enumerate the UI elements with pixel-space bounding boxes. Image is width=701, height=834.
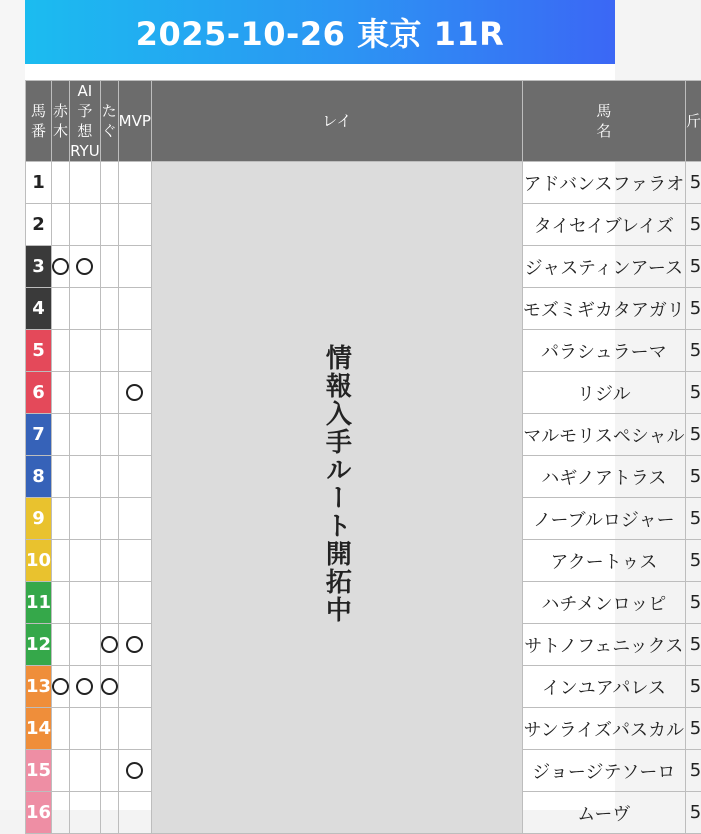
horse-number: 15 xyxy=(26,750,52,792)
akagi-mark-cell xyxy=(52,372,70,414)
ai-ryu-mark-cell xyxy=(70,498,101,540)
tagu-mark-cell xyxy=(100,624,118,666)
mvp-mark-cell xyxy=(118,708,151,750)
tagu-mark-cell xyxy=(100,750,118,792)
horse-name: アクートゥス xyxy=(522,540,685,582)
horse-extra: 5 xyxy=(685,456,701,498)
tagu-mark-cell xyxy=(100,246,118,288)
ai-ryu-mark-cell xyxy=(70,750,101,792)
akagi-mark-cell xyxy=(52,204,70,246)
horse-number: 16 xyxy=(26,792,52,834)
ai-ryu-mark-cell xyxy=(70,540,101,582)
ai-ryu-mark-cell xyxy=(70,330,101,372)
horse-name: サトノフェニックス xyxy=(522,624,685,666)
akagi-mark-cell xyxy=(52,498,70,540)
mvp-mark-cell xyxy=(118,330,151,372)
race-card xyxy=(25,0,615,810)
horse-extra: 5 xyxy=(685,540,701,582)
mvp-mark-cell xyxy=(118,792,151,834)
circle-mark-icon xyxy=(126,636,143,653)
ai-ryu-mark-cell xyxy=(70,204,101,246)
akagi-mark-cell xyxy=(52,414,70,456)
rei-status-cell xyxy=(151,162,522,834)
horse-extra: 5 xyxy=(685,204,701,246)
horse-number: 5 xyxy=(26,330,52,372)
horse-extra: 5 xyxy=(685,792,701,834)
mvp-mark-cell xyxy=(118,372,151,414)
mvp-mark-cell xyxy=(118,666,151,708)
horse-name: ハチメンロッピ xyxy=(522,582,685,624)
tagu-mark-cell xyxy=(100,666,118,708)
horse-name: ノーブルロジャー xyxy=(522,498,685,540)
ai-ryu-mark-cell xyxy=(70,792,101,834)
horse-name: マルモリスペシャル xyxy=(522,414,685,456)
mvp-mark-cell xyxy=(118,624,151,666)
horse-number: 4 xyxy=(26,288,52,330)
akagi-mark-cell xyxy=(52,582,70,624)
akagi-mark-cell xyxy=(52,624,70,666)
horse-name: サンライズパスカル xyxy=(522,708,685,750)
akagi-mark-cell xyxy=(52,288,70,330)
horse-extra: 5 xyxy=(685,372,701,414)
mvp-mark-cell xyxy=(118,414,151,456)
header-horse-number: 馬 番 xyxy=(26,81,52,162)
tagu-mark-cell xyxy=(100,456,118,498)
circle-mark-icon xyxy=(52,258,69,275)
rei-status-text: 情報入手ルート開拓中 xyxy=(318,344,355,624)
tagu-mark-cell xyxy=(100,288,118,330)
horse-number: 2 xyxy=(26,204,52,246)
horse-extra: 5 xyxy=(685,288,701,330)
horse-name: モズミギカタアガリ xyxy=(522,288,685,330)
header-mvp: MVP xyxy=(118,81,151,162)
circle-mark-icon xyxy=(76,678,93,695)
ai-ryu-mark-cell xyxy=(70,372,101,414)
tagu-mark-cell xyxy=(100,792,118,834)
akagi-mark-cell xyxy=(52,456,70,498)
tagu-mark-cell xyxy=(100,498,118,540)
tagu-mark-cell xyxy=(100,330,118,372)
header-extra: 斤 xyxy=(685,81,701,162)
circle-mark-icon xyxy=(126,762,143,779)
ai-ryu-mark-cell xyxy=(70,288,101,330)
horse-name: ハギノアトラス xyxy=(522,456,685,498)
table-header-row xyxy=(26,81,701,162)
horse-number: 13 xyxy=(26,666,52,708)
horse-extra: 5 xyxy=(685,666,701,708)
tagu-mark-cell xyxy=(100,414,118,456)
left-margin xyxy=(0,0,27,810)
mvp-mark-cell xyxy=(118,162,151,204)
akagi-mark-cell xyxy=(52,162,70,204)
ai-ryu-mark-cell xyxy=(70,456,101,498)
header-akagi: 赤木 xyxy=(52,81,70,162)
tagu-mark-cell xyxy=(100,540,118,582)
mvp-mark-cell xyxy=(118,288,151,330)
tagu-mark-cell xyxy=(100,708,118,750)
horse-extra: 5 xyxy=(685,708,701,750)
header-tagu: たぐ xyxy=(100,81,118,162)
horse-number: 9 xyxy=(26,498,52,540)
circle-mark-icon xyxy=(126,384,143,401)
mvp-mark-cell xyxy=(118,204,151,246)
prediction-table xyxy=(25,80,701,834)
horse-extra: 5 xyxy=(685,162,701,204)
horse-number: 12 xyxy=(26,624,52,666)
horse-number: 14 xyxy=(26,708,52,750)
prediction-table-wrapper[interactable] xyxy=(25,80,625,834)
akagi-mark-cell xyxy=(52,792,70,834)
ai-ryu-mark-cell xyxy=(70,582,101,624)
horse-name: ジョージテソーロ xyxy=(522,750,685,792)
akagi-mark-cell xyxy=(52,540,70,582)
horse-number: 8 xyxy=(26,456,52,498)
race-title: 2025-10-26 東京 11R xyxy=(25,0,615,64)
circle-mark-icon xyxy=(101,636,118,653)
horse-name: パラシュラーマ xyxy=(522,330,685,372)
mvp-mark-cell xyxy=(118,540,151,582)
tagu-mark-cell xyxy=(100,162,118,204)
akagi-mark-cell xyxy=(52,708,70,750)
horse-extra: 5 xyxy=(685,246,701,288)
horse-name: リジル xyxy=(522,372,685,414)
table-row[interactable] xyxy=(26,162,701,204)
horse-number: 3 xyxy=(26,246,52,288)
tagu-mark-cell xyxy=(100,372,118,414)
horse-extra: 5 xyxy=(685,750,701,792)
horse-name: アドバンスファラオ xyxy=(522,162,685,204)
header-rei: レイ xyxy=(151,81,522,162)
horse-name: インユアパレス xyxy=(522,666,685,708)
ai-ryu-mark-cell xyxy=(70,162,101,204)
horse-extra: 5 xyxy=(685,498,701,540)
circle-mark-icon xyxy=(52,678,69,695)
tagu-mark-cell xyxy=(100,204,118,246)
mvp-mark-cell xyxy=(118,498,151,540)
horse-number: 1 xyxy=(26,162,52,204)
horse-extra: 5 xyxy=(685,414,701,456)
horse-name: ムーヴ xyxy=(522,792,685,834)
horse-extra: 5 xyxy=(685,582,701,624)
akagi-mark-cell xyxy=(52,750,70,792)
tagu-mark-cell xyxy=(100,582,118,624)
ai-ryu-mark-cell xyxy=(70,414,101,456)
mvp-mark-cell xyxy=(118,246,151,288)
horse-number: 11 xyxy=(26,582,52,624)
horse-extra: 5 xyxy=(685,624,701,666)
mvp-mark-cell xyxy=(118,582,151,624)
horse-number: 7 xyxy=(26,414,52,456)
akagi-mark-cell xyxy=(52,666,70,708)
ai-ryu-mark-cell xyxy=(70,666,101,708)
ai-ryu-mark-cell xyxy=(70,246,101,288)
akagi-mark-cell xyxy=(52,246,70,288)
circle-mark-icon xyxy=(76,258,93,275)
circle-mark-icon xyxy=(101,678,118,695)
horse-name: タイセイブレイズ xyxy=(522,204,685,246)
horse-number: 6 xyxy=(26,372,52,414)
ai-ryu-mark-cell xyxy=(70,624,101,666)
ai-ryu-mark-cell xyxy=(70,708,101,750)
horse-name: ジャスティンアース xyxy=(522,246,685,288)
header-horse-name: 馬 名 xyxy=(522,81,685,162)
header-ai-ryu: AI予想 RYU xyxy=(70,81,101,162)
akagi-mark-cell xyxy=(52,330,70,372)
mvp-mark-cell xyxy=(118,456,151,498)
mvp-mark-cell xyxy=(118,750,151,792)
horse-number: 10 xyxy=(26,540,52,582)
horse-extra: 5 xyxy=(685,330,701,372)
